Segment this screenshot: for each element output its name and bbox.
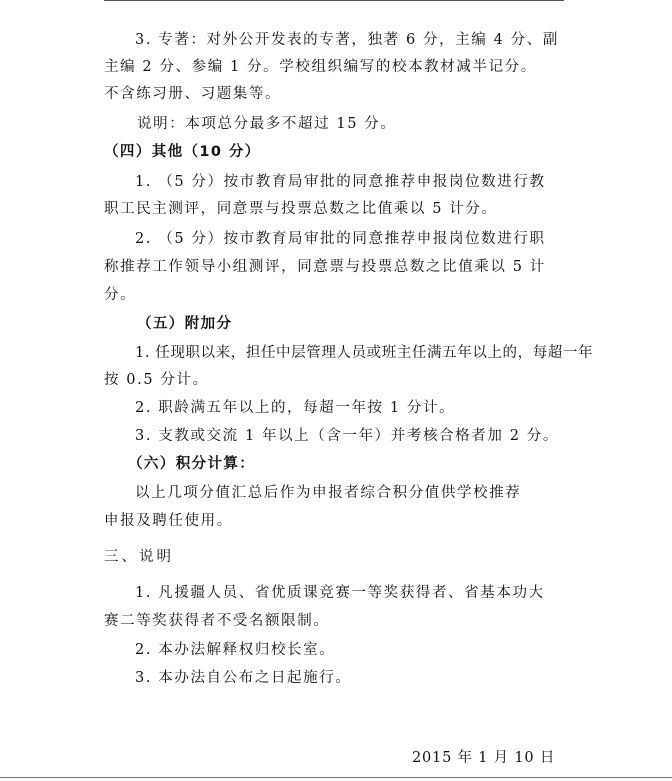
section-4-heading: （四）其他（10 分） [104,144,261,160]
clause-3-monograph-line-3: 不含练习册、习题集等。 [104,86,282,102]
section-4-item-2-line-2: 称推荐工作领导小组测评，同意票与投票总数之比值乘以 5 计 [104,259,546,275]
part-3-item-2: 2. 本办法解释权归校长室。 [135,642,336,658]
section-5-item-1-line-2: 按 0.5 分计。 [104,372,209,388]
clause-3-monograph-line-2: 主编 2 分、参编 1 分。学校组织编写的校本教材减半记分。 [104,59,537,75]
section-4-item-1-line-2: 职工民主测评，同意票与投票总数之比值乘以 5 计分。 [104,201,498,217]
section-5-item-2: 2. 职龄满五年以上的，每超一年按 1 分计。 [135,400,456,416]
section-5-item-3: 3. 支教或交流 1 年以上（含一年）并考核合格者加 2 分。 [135,428,559,444]
section-6-heading: （六）积分计算： [128,456,256,472]
part-3-heading: 三、说明 [104,549,174,565]
note-max-score: 说明：本项总分最多不超过 15 分。 [137,116,397,132]
bottom-rule [0,777,672,778]
section-4-item-2-line-1: 2. （5 分）按市教育局审批的同意推荐申报岗位数进行职 [135,231,546,247]
part-3-item-1-line-2: 赛二等奖获得者不受名额限制。 [104,613,330,629]
section-6-body-line-2: 申报及聘任使用。 [104,513,233,529]
section-4-item-1-line-1: 1. （5 分）按市教育局审批的同意推荐申报岗位数进行教 [135,174,546,190]
clause-3-monograph-line-1: 3. 专著：对外公开发表的专著，独著 6 分，主编 4 分、副 [135,32,559,48]
section-5-item-1-line-1: 1. 任现职以来，担任中层管理人员或班主任满五年以上的，每超一年 [135,345,594,361]
section-4-item-2-line-3: 分。 [104,287,137,303]
document-date: 2015 年 1 月 10 日 [412,750,556,766]
top-rule [104,0,564,1]
part-3-item-1-line-1: 1. 凡援疆人员、省优质课竞赛一等奖获得者、省基本功大 [135,585,545,601]
part-3-item-3: 3. 本办法自公布之日起施行。 [135,670,352,686]
section-5-heading: （五）附加分 [137,316,233,332]
section-6-body-line-1: 以上几项分值汇总后作为申报者综合积分值供学校推荐 [135,485,522,501]
